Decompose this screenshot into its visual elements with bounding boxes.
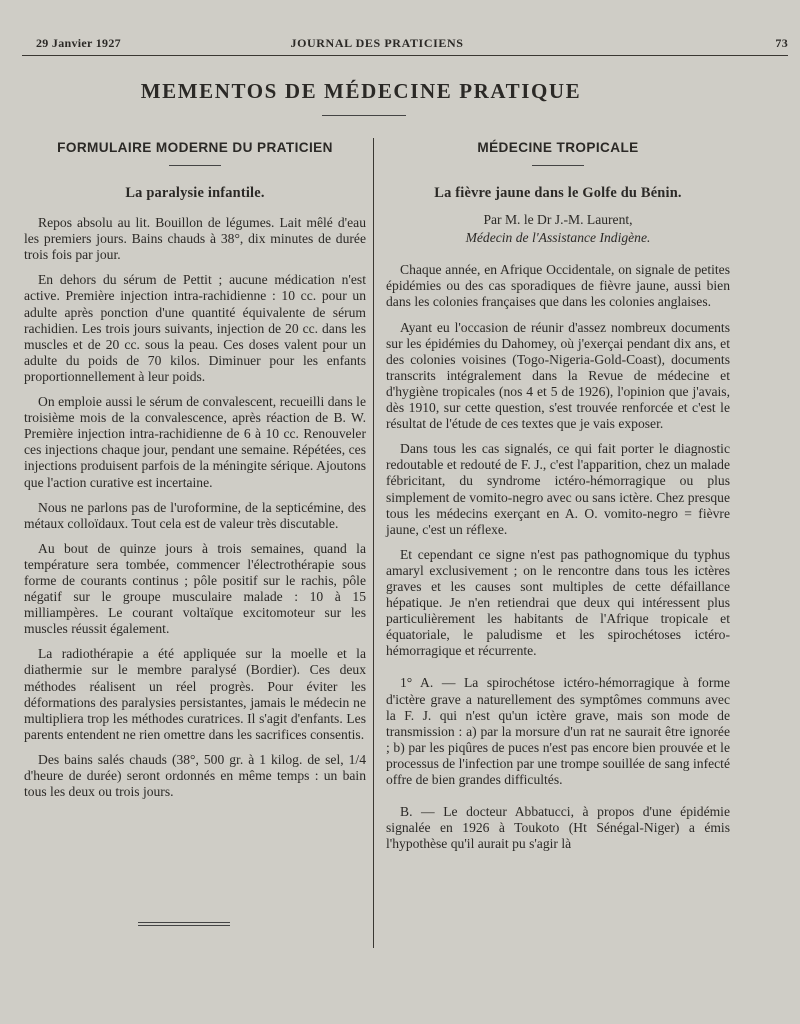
left-paragraph: Au bout de quinze jours à trois semaines, quand la température sera tombée, commencer l'électrothérapie sous forme de courants continus ; pôle positif sur le rachis, pôle négatif sur le groupe musculaire malade : 10 à 15 milliampères. Le courant voltaïque excitomoteur sur les muscles réussit également.	[24, 540, 366, 637]
left-column	[24, 140, 366, 809]
left-paragraph: Nous ne parlons pas de l'uroformine, de la septicémine, des métaux colloïdaux. Tout cela est de valeur très discutable.	[24, 499, 366, 531]
end-rule-double	[138, 925, 230, 926]
right-column	[386, 140, 730, 861]
header-page-number: 73	[775, 36, 788, 50]
right-section-heading: MÉDECINE TROPICALE	[477, 140, 639, 155]
author-byline: Par M. le Dr J.-M. Laurent,	[483, 212, 633, 228]
left-section-rule	[169, 165, 221, 166]
right-paragraph: 1° A. — La spirochétose ictéro-hémorragique à forme d'ictère grave a naturellement des symptômes communs avec la F. J. qui n'est qu'un ictère grave, mais son mode de transmission : a) par la morsure d'un rat ne saurait être ignorée ; b) par les piqûres de puces n'est pas encore bien prouvée et le processus de l'infection par une trompe souillée de sang infecté offre de bien grandes difficultés.	[386, 675, 730, 787]
page-header	[22, 36, 788, 54]
right-paragraph: B. — Le docteur Abbatucci, à propos d'une épidémie signalée en 1926 à Toukoto (Ht Sénégal-Niger) a émis l'hypothèse qu'il aurait pu s'agir là	[386, 804, 730, 852]
right-paragraph: Ayant eu l'occasion de réunir d'assez nombreux documents sur les épidémies du Dahomey, où j'exerçai pendant dix ans, et des colonies voisines (Togo-Nigeria-Gold-Coast), documents transcrits intégralement dans la Revue de médecine et d'hygiène tropicales (nos 4 et 5 de 1926), l'opinion que j'avais, dès 1910, sur cette question, s'est trouvée renforcée et c'est le résultat de l'étude de ces textes que je vais exposer.	[386, 319, 730, 432]
left-paragraph: La radiothérapie a été appliquée sur la moelle et la diathermie sur le membre paralysé (Bordier). Ces deux méthodes réalisent un réel progrès. Pour éviter les déformations des paralysies persistantes, jamais le médecin ne multipliera trop les méthodes curatrices. Il s'agit d'enfants. Les parents entendent ne rien omettre dans les sacrifices consentis.	[24, 646, 366, 742]
column-divider	[373, 138, 374, 948]
right-paragraph: Et cependant ce signe n'est pas pathognomique du typhus amaryl exclusivement ; on le rencontre dans tous les ictères graves et les causes sont multiples de cette défaillance hépatique. Je n'en retiendrai que deux qui intéressent plus particulièrement les habitants de l'Afrique tropicale et équatoriale, le paludisme et les spirochétoses ictéro-hémorragique et récurrente.	[386, 546, 730, 659]
left-article-title: La paralysie infantile.	[125, 185, 265, 201]
right-paragraph: Chaque année, en Afrique Occidentale, on signale de petites épidémies ou des cas sporadiques de fièvre jaune, aussi bien dans les colonies françaises que dans les colonies anglaises.	[386, 262, 730, 310]
title-rule	[322, 115, 406, 116]
left-paragraph: On emploie aussi le sérum de convalescent, recueilli dans le troisième mois de la convalescence, après réaction de B. W. Première injection intra-rachidienne de 6 à 10 cc. Renouveler ces injections chaque jour, pendant une semaine. Répétées, ces injections produisent parfois de la méningite sérique. Ajoutons que l'action curative est incertaine.	[24, 394, 366, 490]
header-rule	[22, 55, 788, 56]
left-paragraph: Des bains salés chauds (38°, 500 gr. à 1 kilog. de sel, 1/4 d'heure de durée) seront ordonnés en même temps : un bain tous les deux ou trois jours.	[24, 751, 366, 800]
end-rule	[138, 922, 230, 923]
header-date: 29 Janvier 1927	[36, 36, 121, 50]
right-article-title: La fièvre jaune dans le Golfe du Bénin.	[434, 185, 682, 201]
author-affiliation: Médecin de l'Assistance Indigène.	[465, 230, 651, 246]
main-title: MEMENTOS DE MÉDECINE PRATIQUE	[140, 79, 582, 103]
header-journal-name: JOURNAL DES PRATICIENS	[290, 36, 464, 50]
left-section-heading: FORMULAIRE MODERNE DU PRATICIEN	[57, 140, 333, 155]
right-section-rule	[532, 165, 584, 166]
right-paragraph: Dans tous les cas signalés, ce qui fait porter le diagnostic redoutable et redouté de F. J., c'est l'apparition, chez un malade fébricitant, du syndrome ictéro-hémorragique ou plus simplement de vomito-negro avec ou sans ictère. Chez presque tous les médecins exerçant en A. O. vomito-negro = fièvre jaune, c'est un réflexe.	[386, 441, 730, 537]
left-paragraph: Repos absolu au lit. Bouillon de légumes. Lait mêlé d'eau les premiers jours. Bains chauds à 38°, dix minutes de durée trois fois par jour.	[24, 215, 366, 263]
left-paragraph: En dehors du sérum de Pettit ; aucune médication n'est active. Première injection intra-rachidienne : 10 cc. pour un adulte après ponction d'une quantité équivalente de sérum rachidien. Les trois jours suivants, injection de 20 cc. dans les muscles et de 20 cc. sous la peau. Ces doses valent pour un adulte du poids de 70 kilos. Diminuer pour les enfants proportionnellement à leur poids.	[24, 272, 366, 384]
